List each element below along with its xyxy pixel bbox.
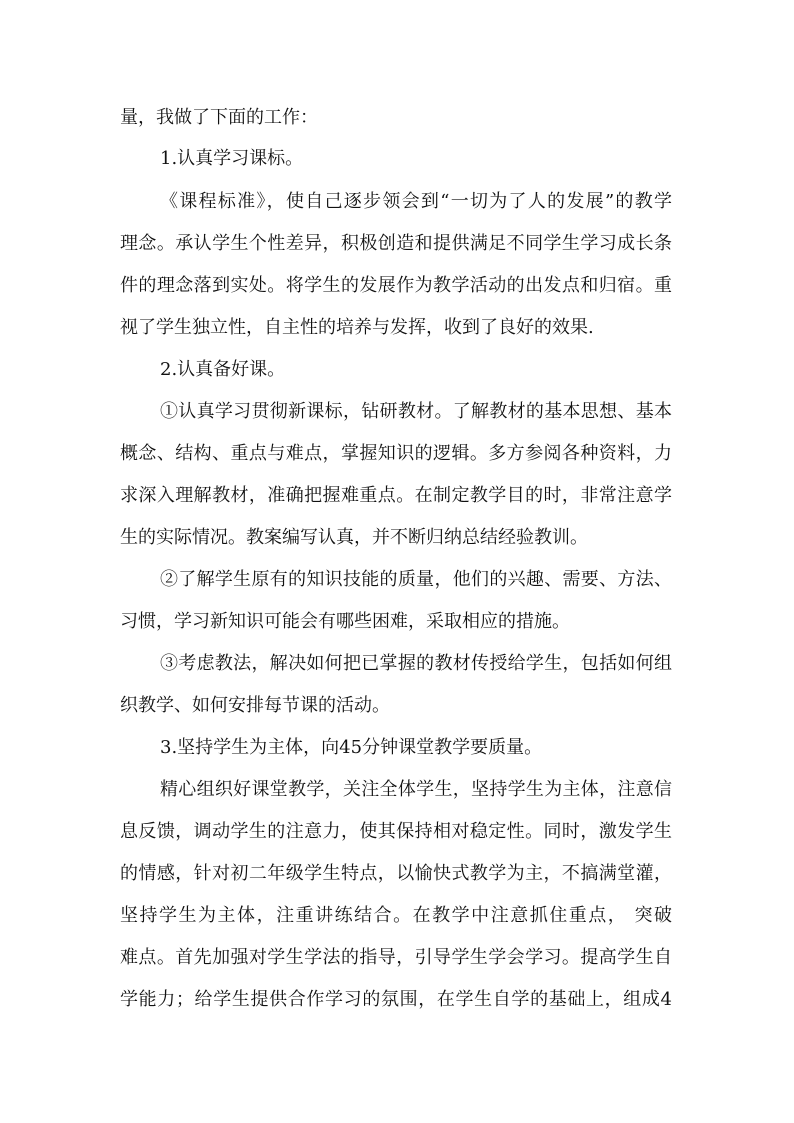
text-line: ①认真学习贯彻新课标，钻研教材。了解教材的基本思想、基本 — [160, 401, 672, 422]
text-line: 理念。承认学生个性差异，积极创造和提供满足不同学生学习成长条 — [120, 233, 672, 254]
text-line: 的情感，针对初二年级学生特点，以愉快式教学为主，不搞满堂灌， — [120, 863, 672, 884]
section-heading: 3.坚持学生为主体，向45分钟课堂教学要质量。 — [160, 737, 543, 758]
text-line: 织教学、如何安排每节课的活动。 — [120, 695, 390, 716]
text-line: 坚持学生为主体，注重讲练结合。在教学中注意抓住重点， 突破 — [120, 905, 672, 926]
text-line: 量，我做了下面的工作： — [120, 107, 318, 128]
text-line: ③考虑教法，解决如何把已掌握的教材传授给学生，包括如何组 — [160, 653, 672, 674]
text-line: 件的理念落到实处。将学生的发展作为教学活动的出发点和归宿。重 — [120, 275, 672, 296]
text-line: 难点。首先加强对学生学法的指导，引导学生学会学习。提高学生自 — [120, 947, 672, 968]
text-line: 求深入理解教材，准确把握难重点。在制定教学目的时，非常注意学 — [120, 485, 672, 506]
section-heading: 1.认真学习课标。 — [160, 148, 304, 169]
text-line: 息反馈，调动学生的注意力，使其保持相对稳定性。同时，激发学生 — [120, 821, 672, 842]
text-line: 生的实际情况。教案编写认真，并不断归纳总结经验教训。 — [120, 527, 588, 548]
text-line: 概念、结构、重点与难点，掌握知识的逻辑。多方参阅各种资料，力 — [120, 443, 672, 464]
text-line: 学能力；给学生提供合作学习的氛围，在学生自学的基础上，组成4 — [120, 989, 672, 1010]
text-line: 精心组织好课堂教学，关注全体学生，坚持学生为主体，注意信 — [160, 779, 672, 800]
text-line: ②了解学生原有的知识技能的质量，他们的兴趣、需要、方法、 — [160, 569, 672, 590]
text-line: 习惯，学习新知识可能会有哪些困难，采取相应的措施。 — [120, 611, 570, 632]
text-line: 视了学生独立性，自主性的培养与发挥，收到了良好的效果. — [120, 317, 594, 338]
text-line: 《课程标准》，使自己逐步领会到“一切为了人的发展”的教学 — [160, 191, 672, 212]
section-heading: 2.认真备好课。 — [160, 359, 286, 380]
